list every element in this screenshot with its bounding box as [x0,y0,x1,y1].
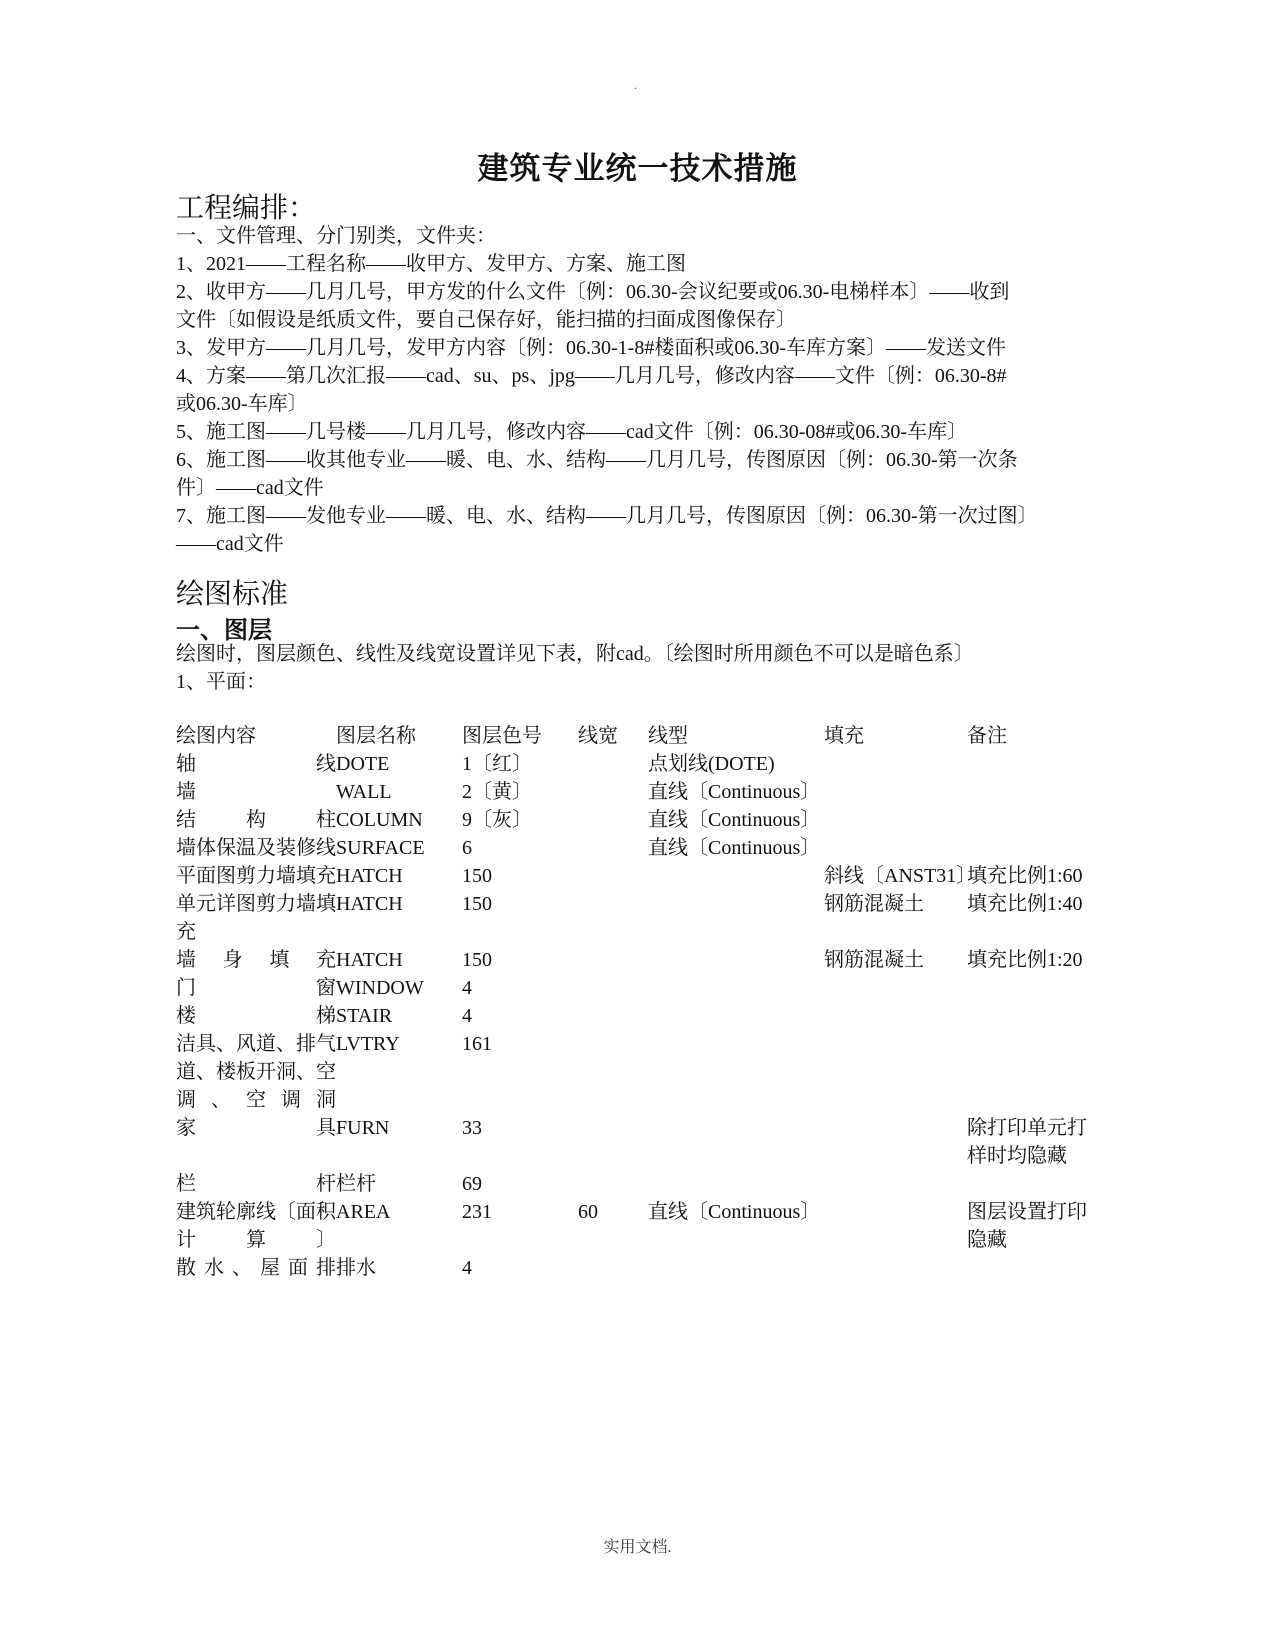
cell-note [967,750,1106,778]
document-title: 建筑专业统一技术措施 [477,151,798,187]
cell-line-type: 直线〔Continuous〕 [648,837,821,859]
header-fill: 填充 [824,725,864,747]
intro-line: 绘图时，图层颜色、线性及线宽设置详见下表，附cad。〔绘图时所用颜色不可以是暗色系〕 [176,643,974,665]
layer-table [176,722,1106,1282]
cell-line-width [578,974,648,1002]
layers-intro [176,640,1101,696]
cell-layer-name: DOTE [336,753,390,775]
table-row [176,750,1106,778]
cell-line-type [648,974,824,1002]
cell-layer-name: FURN [336,1117,390,1139]
cell-color: 9〔灰〕 [462,809,532,831]
cell-line-width [578,1170,648,1198]
cell-fill: 斜线〔ANST31〕 [824,865,977,887]
cell-content: 墙 [176,781,196,803]
table-header-row [176,722,1106,750]
cell-color: 150 [462,949,492,971]
cell-content: 楼梯 [176,1005,336,1027]
cell-line-type [648,890,824,946]
cell-line-type [648,946,824,974]
cell-layer-name: STAIR [336,1005,393,1027]
cell-line-width [578,806,648,834]
cell-line-width [578,1114,648,1170]
cell-note [967,778,1106,806]
cell-fill [824,1198,967,1254]
table-row [176,1030,1106,1114]
cell-fill [824,806,967,834]
cell-color: 4 [462,1005,472,1027]
table-row [176,1170,1106,1198]
cell-line-width [578,1254,648,1282]
cell-line-width [578,750,648,778]
text-line: ——cad文件 [176,533,284,555]
header-note: 备注 [967,725,1007,747]
cell-fill [824,1254,967,1282]
table-row [176,834,1106,862]
table-row [176,778,1106,806]
cell-color: 161 [462,1033,492,1055]
cell-color: 2〔黄〕 [462,781,532,803]
cell-content: 平面图剪力墙填充 [176,865,336,887]
cell-color: 150 [462,865,492,887]
cell-line-type [648,1030,824,1114]
cell-line-type [648,1002,824,1030]
table-row [176,1198,1106,1254]
table-row [176,974,1106,1002]
table-row [176,1254,1106,1282]
table-row [176,862,1106,890]
cell-note: 填充比例1:20 [967,949,1083,971]
header-content: 绘图内容 [176,725,256,747]
cell-line-type: 直线〔Continuous〕 [648,781,821,803]
cell-color: 69 [462,1173,482,1195]
cell-color: 1〔红〕 [462,753,532,775]
cell-color: 33 [462,1117,482,1139]
cell-color: 4 [462,1257,472,1279]
cell-content: 散水、屋面排 [176,1257,336,1279]
cell-note [967,1170,1106,1198]
text-line: 文件〔如假设是纸质文件，要自己保存好，能扫描的扫面成图像保存〕 [176,309,796,331]
layer-table-body [176,722,1106,1282]
cell-line-width [578,1002,648,1030]
cell-line-width: 60 [578,1201,598,1223]
cell-note [967,1254,1106,1282]
cell-line-type [648,1114,824,1170]
text-line: 件〕——cad文件 [176,477,324,499]
cell-line-type: 点划线(DOTE) [648,753,775,775]
project-arrangement-text [176,222,1101,558]
cell-fill [824,974,967,1002]
text-line: 2、收甲方——几月几号，甲方发的什么文件〔例：06.30-会议纪要或06.30-电梯样本〕——收到 [176,281,1010,303]
cell-layer-name: COLUMN [336,809,423,831]
header-layer-name: 图层名称 [336,725,416,747]
cell-content: 栏杆 [176,1173,336,1195]
cell-fill [824,750,967,778]
cell-note [967,834,1106,862]
text-line: 一、文件管理、分门别类，文件夹： [176,225,496,247]
cell-fill: 钢筋混凝土 [824,949,924,971]
cell-fill [824,1002,967,1030]
cell-fill [824,1170,967,1198]
cell-note: 填充比例1:60 [967,865,1083,887]
page-footer: 实用文档. [603,1539,672,1556]
text-line: 4、方案——第几次汇报——cad、su、ps、jpg——几月几号，修改内容——文件〔例：06.30-8# [176,365,1007,387]
cell-fill [824,1030,967,1114]
cell-color: 150 [462,893,492,915]
cell-line-type: 直线〔Continuous〕 [648,1201,821,1223]
cell-content: 门窗 [176,977,336,999]
plan-label: 1、平面： [176,671,266,693]
cell-fill [824,1114,967,1170]
cell-content: 墙体保温及装修线 [176,837,336,859]
text-line: 7、施工图——发他专业——暖、电、水、结构——几月几号，传图原因〔例：06.30-第一次过图〕 [176,505,1038,527]
table-row [176,806,1106,834]
cell-content: 结构柱 [176,809,336,831]
text-line: 6、施工图——收其他专业——暖、电、水、结构——几月几号，传图原因〔例：06.30-第一次条 [176,449,1018,471]
cell-content: 家具 [176,1117,336,1139]
header-color: 图层色号 [462,725,542,747]
cell-line-width [578,778,648,806]
cell-note: 除打印单元打样时均隐藏 [967,1117,1087,1167]
cell-layer-name: SURFACE [336,837,425,859]
cell-note [967,1002,1106,1030]
cell-line-type [648,1254,824,1282]
table-row [176,1114,1106,1170]
header-line-width: 线宽 [578,725,618,747]
cell-content: 建筑轮廓线〔面积计算〕 [176,1201,336,1251]
subsection-heading-layers: 一、图层 [176,616,272,644]
cell-color: 231 [462,1201,492,1223]
cell-layer-name: WINDOW [336,977,424,999]
cell-content: 轴线 [176,753,336,775]
cell-fill [824,778,967,806]
cell-line-type [648,862,824,890]
cell-line-width [578,946,648,974]
cell-line-width [578,1030,648,1114]
section-heading-project: 工程编排： [176,191,317,224]
cell-line-width [578,890,648,946]
cell-note: 图层设置打印隐藏 [967,1201,1087,1251]
cell-fill: 钢筋混凝土 [824,893,924,915]
cell-layer-name: LVTRY [336,1033,400,1055]
text-line: 5、施工图——几号楼——几月几号，修改内容——cad文件〔例：06.30-08#或06.30-车库〕 [176,421,968,443]
text-line: 3、发甲方——几月几号，发甲方内容〔例：06.30-1-8#楼面积或06.30-车库方案〕——发送文件 [176,337,1006,359]
cell-line-type [648,1170,824,1198]
text-line: 1、2021——工程名称——收甲方、发甲方、方案、施工图 [176,253,686,275]
cell-line-type: 直线〔Continuous〕 [648,809,821,831]
section-heading-drawing-standard: 绘图标准 [176,577,289,610]
cell-content: 单元详图剪力墙填充 [176,893,336,943]
cell-layer-name: 栏杆 [336,1173,376,1195]
cell-note: 填充比例1:40 [967,893,1083,915]
cell-layer-name: WALL [336,781,392,803]
cell-note [967,1030,1106,1114]
cell-layer-name: HATCH [336,865,403,887]
cell-layer-name: HATCH [336,893,403,915]
table-row [176,1002,1106,1030]
cell-content: 墙身填充 [176,949,336,971]
cell-content: 洁具、风道、排气道、楼板开洞、空调、空调洞 [176,1033,336,1111]
text-line: 或06.30-车库〕 [176,393,308,415]
table-row [176,946,1106,974]
cell-fill [824,834,967,862]
cell-layer-name: 排水 [336,1257,376,1279]
cell-line-width [578,862,648,890]
cell-color: 6 [462,837,472,859]
table-row [176,890,1106,946]
cell-note [967,806,1106,834]
cell-layer-name: HATCH [336,949,403,971]
header-mark: . [634,78,637,92]
cell-color: 4 [462,977,472,999]
cell-layer-name: AREA [336,1201,391,1223]
cell-line-width [578,834,648,862]
header-line-type: 线型 [648,725,688,747]
cell-note [967,974,1106,1002]
